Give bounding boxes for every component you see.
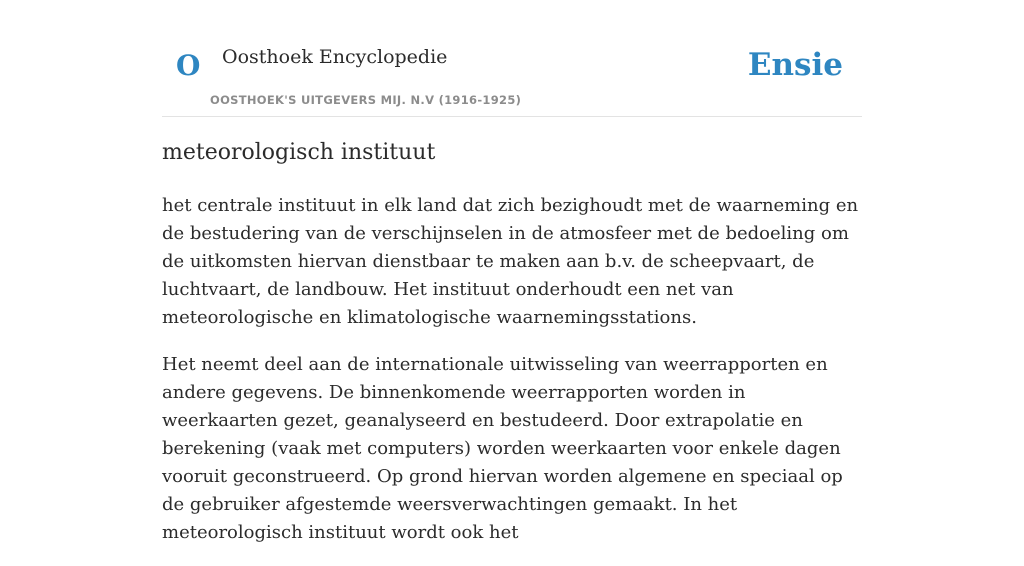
encyclopedia-title-link[interactable]: Oosthoek Encyclopedie	[222, 46, 448, 68]
encyclopedia-logo[interactable]: O	[176, 49, 201, 82]
ensie-brand-logo[interactable]: Ensie	[747, 47, 843, 83]
site-header	[162, 0, 862, 117]
publisher-label: OOSTHOEK'S UITGEVERS MIJ. N.V (1916-1925)	[210, 93, 522, 107]
entry-body	[162, 192, 862, 566]
entry-title: meteorologisch instituut	[162, 140, 436, 165]
entry-paragraph: het centrale instituut in elk land dat zich bezighoudt met de waarneming en de bestudering van de verschijnselen in de atmosfeer met de bedoeling om de uitkomsten hiervan dienstbaar te maken aan b.v. de scheepvaart, de luchtvaart, de landbouw. Het instituut onderhoudt een net van meteorologische en klimatologische waarnemingsstations.	[162, 195, 859, 328]
page-container	[162, 0, 862, 543]
entry-paragraph: Het neemt deel aan de internationale uitwisseling van weerrapporten en andere gegevens. De binnenkomende weerrapporten worden in weerkaarten gezet, geanalyseerd en bestudeerd. Door extrapolatie en berekening (vaak met computers) worden weerkaarten voor enkele dagen vooruit geconstrueerd. Op grond hiervan worden algemene en speciaal op de gebruiker afgestemde weersverwachtingen gemaakt. In het meteorologisch instituut wordt ook het	[162, 354, 843, 543]
